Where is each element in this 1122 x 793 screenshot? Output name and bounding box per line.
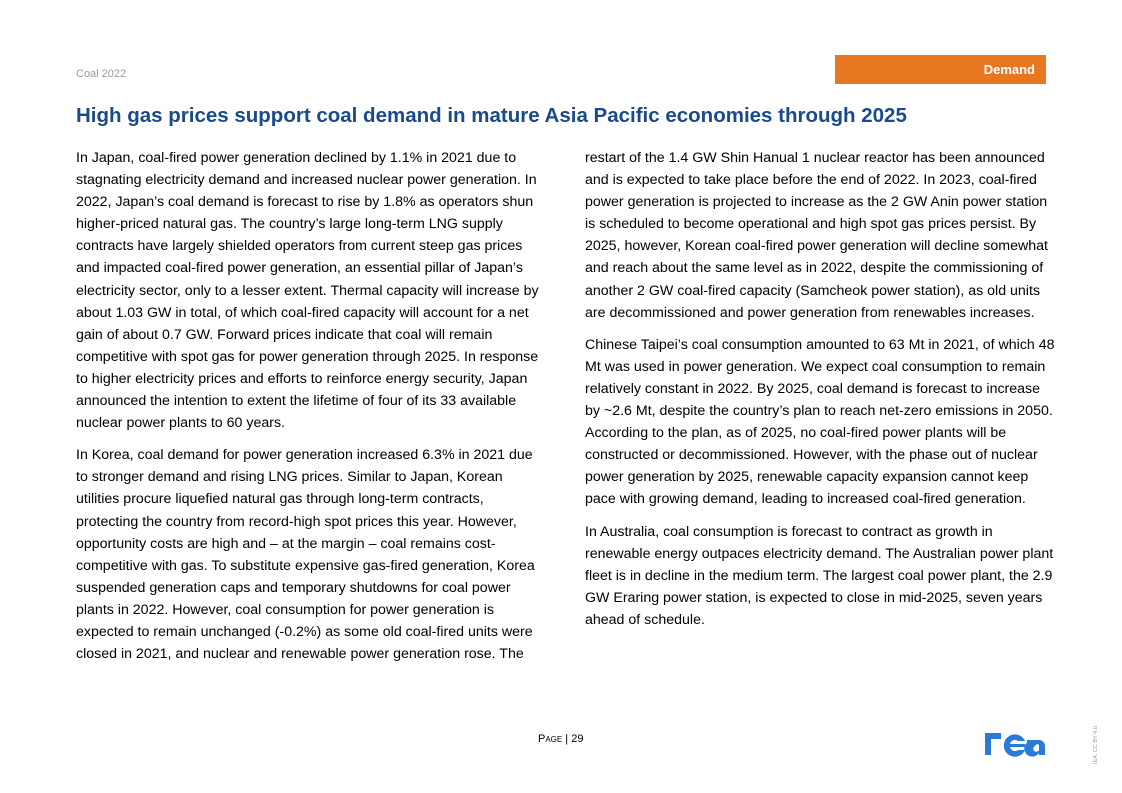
right-column	[585, 147, 1055, 641]
page-label: Page	[538, 733, 563, 745]
page-title: High gas prices support coal demand in mature Asia Pacific economies through 2025	[76, 104, 907, 127]
running-header: Coal 2022	[76, 68, 127, 80]
section-tab	[835, 55, 1046, 84]
paragraph-korea: In Korea, coal demand for power generation increased 6.3% in 2021 due to stronger demand and rising LNG prices. Similar to Japan, Korean utilities procure liquefied natural gas through long-term contracts, protecting the country from record-high spot prices this year. However, opportunity costs are high and – at the margin – coal remains cost-competitive with gas. To substitute expensive gas-fired generation, Korea suspended generation caps and temporary shutdowns for coal power plants in 2022. However, coal consumption for power generation is expected to remain unchanged (-0.2%) as some old coal-fired units were closed in 2021, and nuclear and renewable power generation rose. The	[76, 447, 535, 663]
paragraph-australia: In Australia, coal consumption is forecast to contract as growth in renewable energy outpaces electricity demand. The Australian power plant fleet is in decline in the medium term. The largest coal power plant, the 2.9 GW Eraring power station, is expected to close in mid-2025, seven years ahead of schedule.	[585, 523, 1054, 628]
page-number	[538, 733, 583, 745]
logo-dot-bar	[985, 733, 1001, 739]
paragraph-korea-continued: restart of the 1.4 GW Shin Hanual 1 nuclear reactor has been announced and is expected to take place before the end of 2022. In 2023, coal-fired power generation is projected to increase as the 2 GW Anin power station is scheduled to become operational and high spot gas prices persist. By 2025, however, Korean coal-fired power generation will decline somewhat and reach about the same level as in 2022, despite the commissioning of another 2 GW coal-fired capacity (Samcheok power station), as old units are decommissioned and power generation from renewables increases.	[585, 150, 1048, 321]
paragraph-japan: In Japan, coal-fired power generation declined by 1.1% in 2021 due to stagnating electricity demand and increased nuclear power generation. In 2022, Japan’s coal demand is forecast to rise by 1.8% as operators shun higher-priced natural gas. The country’s large long-term LNG supply contracts have largely shielded operators from current steep gas prices and impacted coal-fired power generation, an essential pillar of Japan’s electricity sector, only to a lesser extent. Thermal capacity will increase by about 1.03 GW in total, of which coal-fired capacity will account for a net gain of about 0.7 GW. Forward prices indicate that coal will remain competitive with spot gas for power generation through 2025. In response to higher electricity prices and efforts to reinforce energy security, Japan announced the intention to extent the lifetime of four of its 33 available nuclear power plants to 60 years.	[76, 150, 539, 432]
license-note: IEA. CC BY 4.0.	[1093, 724, 1099, 764]
page-separator: |	[562, 733, 572, 745]
paragraph-chinese-taipei: Chinese Taipei’s coal consumption amounted to 63 Mt in 2021, of which 48 Mt was used in power generation. We expect coal consumption to remain relatively constant in 2022. By 2025, coal demand is forecast to increase by ~2.6 Mt, despite the country’s plan to reach net-zero emissions in 2050. According to the plan, as of 2025, no coal-fired power plants will be constructed or decommissioned. However, with the phase out of nuclear power generation by 2025, renewable capacity expansion cannot keep pace with growing demand, leading to increased coal-fired generation.	[585, 336, 1055, 508]
left-column	[76, 147, 546, 675]
iea-logo	[984, 731, 1046, 757]
section-tab-label: Demand	[983, 62, 1035, 77]
logo-e	[1004, 734, 1025, 756]
page-number-value: 29	[571, 733, 584, 745]
logo-a	[1024, 740, 1045, 757]
